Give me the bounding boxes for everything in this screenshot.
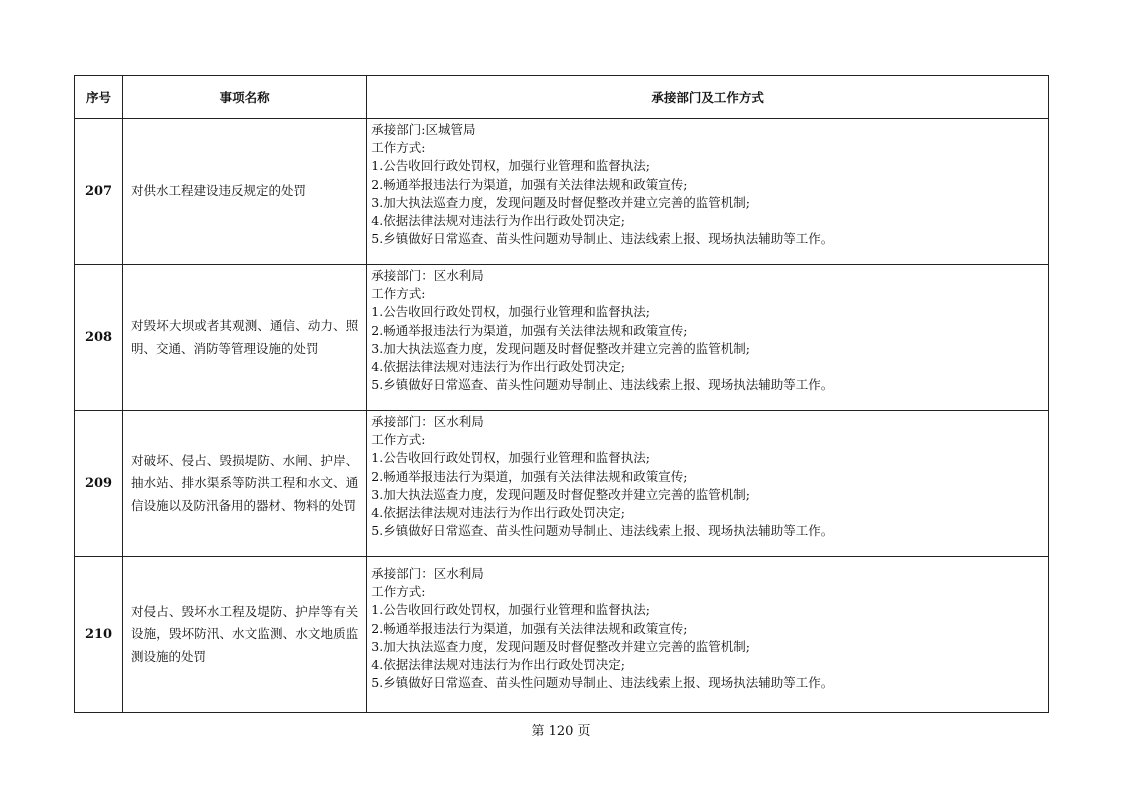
method-item: 4.依据法律法规对违法行为作出行政处罚决定; bbox=[371, 657, 625, 673]
method-title: 工作方式: bbox=[371, 432, 426, 448]
item-name: 对毁坏大坝或者其观测、通信、动力、照明、交通、消防等管理设施的处罚 bbox=[123, 265, 367, 411]
row-number: 208 bbox=[75, 265, 123, 411]
method-item: 2.畅通举报违法行为渠道，加强有关法律法规和政策宣传; bbox=[371, 468, 688, 484]
method-item: 5.乡镇做好日常巡查、苗头性问题劝导制止、违法线索上报、现场执法辅助等工作。 bbox=[371, 523, 834, 539]
department-method-cell bbox=[367, 411, 1049, 557]
method-item: 1.公告收回行政处罚权，加强行业管理和监督执法; bbox=[371, 602, 650, 618]
method-item: 2.畅通举报违法行为渠道，加强有关法律法规和政策宣传; bbox=[371, 620, 688, 636]
table-row bbox=[75, 119, 1049, 265]
items-table bbox=[74, 75, 1049, 713]
method-item: 5.乡镇做好日常巡查、苗头性问题劝导制止、违法线索上报、现场执法辅助等工作。 bbox=[371, 231, 834, 247]
method-title: 工作方式: bbox=[371, 286, 426, 302]
department-method-cell bbox=[367, 119, 1049, 265]
row-number: 210 bbox=[75, 557, 123, 713]
department-method-cell bbox=[367, 265, 1049, 411]
table-row bbox=[75, 411, 1049, 557]
department: 承接部门：区水利局 bbox=[371, 414, 484, 429]
method-item: 3.加大执法巡查力度，发现问题及时督促整改并建立完善的监管机制; bbox=[371, 638, 750, 654]
item-name: 对供水工程建设违反规定的处罚 bbox=[123, 119, 367, 265]
department-method-cell bbox=[367, 557, 1049, 713]
item-name: 对侵占、毁坏水工程及堤防、护岸等有关设施，毁坏防汛、水文监测、水文地质监测设施的处罚 bbox=[123, 557, 367, 713]
row-number: 209 bbox=[75, 411, 123, 557]
method-item: 2.畅通举报违法行为渠道，加强有关法律法规和政策宣传; bbox=[371, 322, 688, 338]
method-item: 2.畅通举报违法行为渠道，加强有关法律法规和政策宣传; bbox=[371, 176, 688, 192]
method-item: 1.公告收回行政处罚权，加强行业管理和监督执法; bbox=[371, 450, 650, 466]
method-item: 1.公告收回行政处罚权，加强行业管理和监督执法; bbox=[371, 304, 650, 320]
method-item: 3.加大执法巡查力度，发现问题及时督促整改并建立完善的监管机制; bbox=[371, 340, 750, 356]
department: 承接部门：区水利局 bbox=[371, 566, 484, 581]
method-item: 3.加大执法巡查力度，发现问题及时督促整改并建立完善的监管机制; bbox=[371, 194, 750, 210]
row-number: 207 bbox=[75, 119, 123, 265]
table-row bbox=[75, 557, 1049, 713]
method-title: 工作方式: bbox=[371, 584, 426, 600]
method-item: 4.依据法律法规对违法行为作出行政处罚决定; bbox=[371, 505, 625, 521]
item-name: 对破坏、侵占、毁损堤防、水闸、护岸、抽水站、排水渠系等防洪工程和水文、通信设施以及防汛备用的器材、物料的处罚 bbox=[123, 411, 367, 557]
method-item: 3.加大执法巡查力度，发现问题及时督促整改并建立完善的监管机制; bbox=[371, 486, 750, 502]
header-department-method: 承接部门及工作方式 bbox=[367, 76, 1049, 119]
department: 承接部门:区城管局 bbox=[371, 122, 476, 137]
method-item: 4.依据法律法规对违法行为作出行政处罚决定; bbox=[371, 359, 625, 375]
method-item: 5.乡镇做好日常巡查、苗头性问题劝导制止、违法线索上报、现场执法辅助等工作。 bbox=[371, 377, 834, 393]
method-item: 1.公告收回行政处罚权，加强行业管理和监督执法; bbox=[371, 158, 650, 174]
method-title: 工作方式: bbox=[371, 140, 426, 156]
department: 承接部门：区水利局 bbox=[371, 268, 484, 283]
method-item: 5.乡镇做好日常巡查、苗头性问题劝导制止、违法线索上报、现场执法辅助等工作。 bbox=[371, 675, 834, 691]
header-item-name: 事项名称 bbox=[123, 76, 367, 119]
method-item: 4.依据法律法规对违法行为作出行政处罚决定; bbox=[371, 213, 625, 229]
table-header-row bbox=[75, 76, 1049, 119]
table-row bbox=[75, 265, 1049, 411]
page-number: 第 120 页 bbox=[531, 724, 591, 739]
header-serial-number: 序号 bbox=[75, 76, 123, 119]
